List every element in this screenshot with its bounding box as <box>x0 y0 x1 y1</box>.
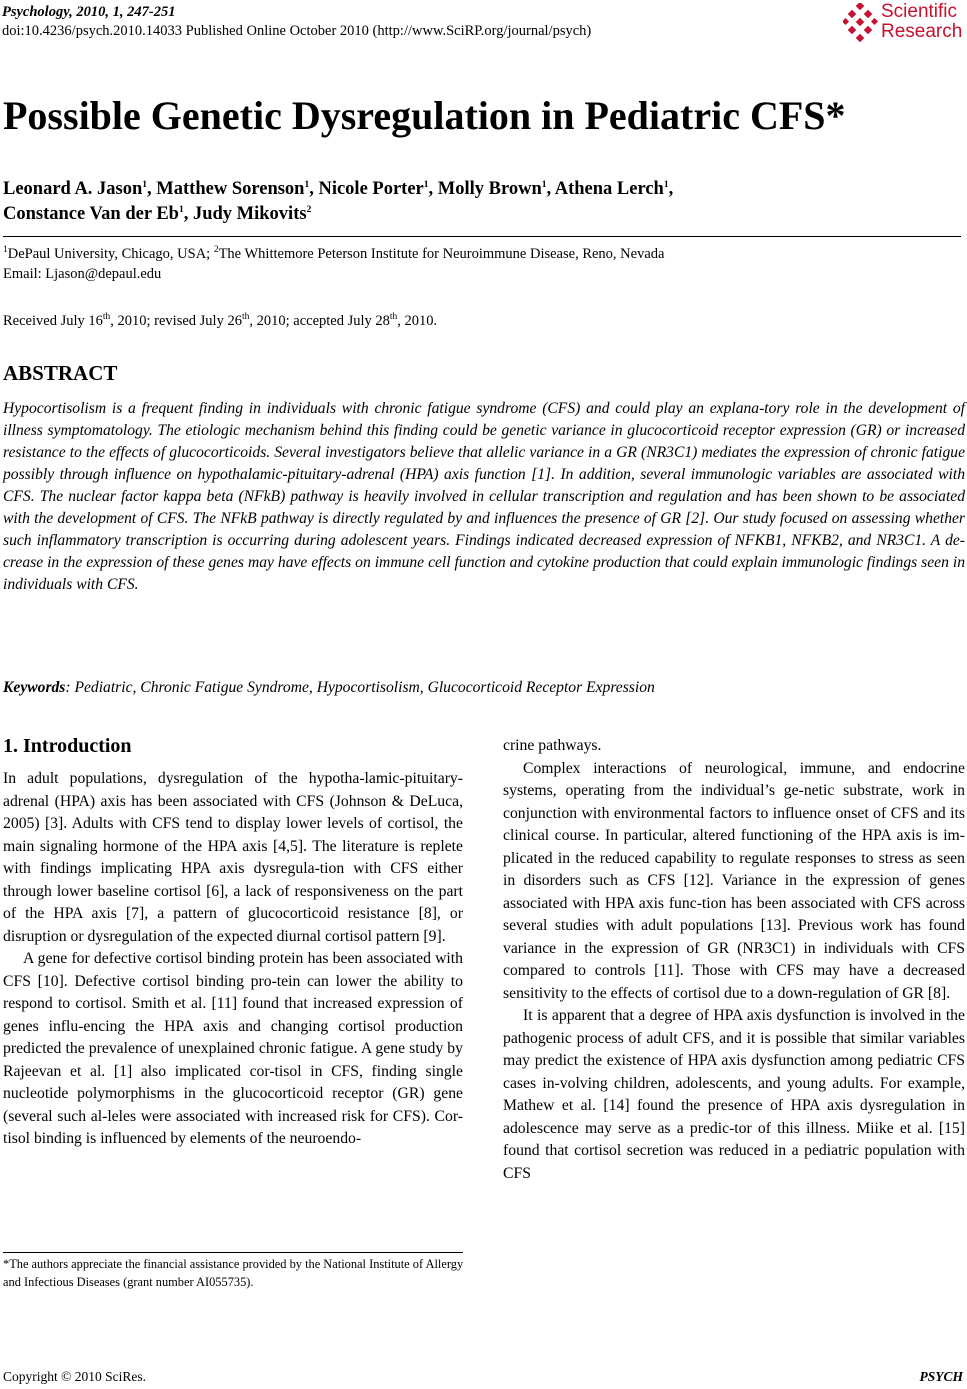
abstract-text: Hypocortisolism is a frequent finding in individuals with chronic fatigue syndrome (CFS) and could play an explana-tory role in the development of illness symptomatology. The etiologic mechanism behind this finding could be genetic variance in glucocorticoid receptor expression (GR) or increased resistance to the effects of glucocorticoids. Several investigators believe that allelic variance in a GR (NR3C1) mediates the expression of chronic fatigue possibly through influence on hypothalamic-pituitary-adrenal (HPA) axis function [1]. In addition, several immunologic variables are associated with CFS. The nuclear factor kappa beta (NFkB) pathway is heavily involved in cellular transcription and regulation and has been shown to be associated with the development of CFS. The NFkB pathway is directly regulated by and influences the presence of GR [2]. Our study focused on assessing whether such inflammatory transcription is occurring during adolescent years. Findings indicated decreased expression of NFKB1, NFKB2, and NR3C1. A de-crease in the expression of these genes may have effects on immune cell function and cytokine production that could explain immunologic findings seen in individuals with CFS. <box>3 400 965 593</box>
paragraph: Complex interactions of neurological, immune, and endocrine systems, operating from the individual’s ge-netic substrate, work in conjunction with environmental factors to influence onset of CFS and its clinical course. In particular, altered functioning of the HPA axis is im-plicated in the reduced capability to regulate responses to stress as seen in disorders such as CFS [12]. Variance in the expression of genes associated with HPA axis func-tion has been associated with CFS across several studies with adult populations [13]. Previous work has found variance in the expression of GR (NR3C1) in individuals with CFS compared to controls [11]. Those with CFS may have a decreased sensitivity to the effects of cortisol due to a down-regulation of GR [8]. <box>503 759 965 1002</box>
ordinal-sup: th <box>241 312 250 323</box>
date-end: , 2010. <box>397 313 438 329</box>
author-name: Constance Van der Eb <box>3 204 179 224</box>
affiliations <box>3 244 963 284</box>
author-name: Leonard A. Jason <box>3 179 143 199</box>
left-column <box>3 768 463 1151</box>
section-heading-introduction: 1. Introduction <box>3 735 132 757</box>
ordinal-sup: th <box>389 312 398 323</box>
author-email: Email: Ljason@depaul.edu <box>3 266 162 282</box>
author-affil-sup: 1 <box>663 179 669 190</box>
affiliation-1: DePaul University, Chicago, USA; <box>7 246 214 262</box>
logo-mark-icon <box>843 3 879 43</box>
publisher-logo <box>843 2 963 44</box>
author-affil-sup: 1 <box>142 179 148 190</box>
paper-title: Possible Genetic Dysregulation in Pediatric CFS* <box>3 93 846 138</box>
author-line-1 <box>3 177 963 202</box>
affil-sup: 2 <box>213 245 219 256</box>
keywords-list: : Pediatric, Chronic Fatigue Syndrome, Hypocortisolism, Glucocorticoid Receptor Expression <box>65 679 655 696</box>
right-column <box>503 735 965 1185</box>
footer-copyright: Copyright © 2010 SciRes. <box>3 1369 147 1384</box>
author-name: Matthew Sorenson <box>156 179 305 199</box>
footer-journal-abbr: PSYCH <box>919 1369 963 1384</box>
paragraph: crine pathways. <box>503 737 602 754</box>
author-affil-sup: 1 <box>541 179 547 190</box>
affil-sup: 1 <box>3 245 8 256</box>
author-separator: , <box>183 204 193 224</box>
journal-citation <box>2 3 175 21</box>
author-name: Athena Lerch <box>554 179 664 199</box>
received-part: Received July 16 <box>3 313 103 329</box>
paragraph: It is apparent that a degree of HPA axis dysfunction is involved in the pathogenic process of adult CFS, and it is possible that similar variables may predict the existence of HPA axis dysfunction among pediatric CFS cases in-volving children, adolescents, and young adults. For example, Mathew et al. [14] found the presence of HPA axis dysregulation in adolescence may serve as a predic-tor of this illness. Miike et al. [15] found that cortisol secretion was reduced in a pediatric population with CFS <box>503 1007 965 1182</box>
author-separator: , <box>546 179 555 199</box>
logo-text <box>881 2 962 42</box>
journal-volume: , 2010, 1, 247-251 <box>69 4 176 20</box>
author-affil-sup: 2 <box>306 204 312 215</box>
author-name: Molly Brown <box>437 179 542 199</box>
author-affil-sup: 1 <box>178 204 184 215</box>
abstract-heading: ABSTRACT <box>3 361 118 385</box>
author-separator: , <box>147 179 157 199</box>
author-separator: , <box>428 179 438 199</box>
author-name: Nicole Porter <box>318 179 424 199</box>
author-separator: , <box>668 179 674 199</box>
footnote: *The authors appreciate the financial assistance provided by the National Institute of Allergy and Infectious Diseases (grant number AI055735). <box>3 1257 464 1289</box>
header-divider <box>3 236 961 237</box>
keywords <box>3 677 963 699</box>
journal-name: Psychology <box>2 4 70 20</box>
author-list <box>3 177 963 227</box>
keywords-label: Keywords <box>3 679 66 696</box>
accepted-part: , 2010; accepted July 28 <box>249 313 390 329</box>
author-name: Judy Mikovits <box>192 204 307 224</box>
ordinal-sup: th <box>102 312 111 323</box>
logo-line-scientific: Scientific <box>881 1 958 22</box>
affiliation-2: The Whittemore Peterson Institute for Neuroimmune Disease, Reno, Nevada <box>218 246 665 262</box>
affiliation-line <box>3 244 963 264</box>
revised-part: , 2010; revised July 26 <box>110 313 242 329</box>
received-dates <box>3 311 963 331</box>
doi-line: doi:10.4236/psych.2010.14033 Published Online October 2010 (http://www.SciRP.org/journal/psych) <box>2 23 592 39</box>
paragraph: A gene for defective cortisol binding protein has been associated with CFS [10]. Defective cortisol binding pro-tein can lower the ability to respond to cortisol. Smith et al. [11] found that increased expression of genes influ-encing the HPA axis and changing cortisol production predicted the prevalence of unexplained chronic fatigue. A gene study by Rajeevan et al. [1] also implicated cor-tisol in CFS, finding single nucleotide polymorphisms in the glucocorticoid receptor (GR) gene (several such al-leles were associated with increased risk for CFS). Cor-tisol binding is influenced by elements of the neuroendo- <box>3 950 463 1147</box>
author-affil-sup: 1 <box>304 179 310 190</box>
logo-line-research: Research <box>881 21 963 42</box>
author-affil-sup: 1 <box>423 179 429 190</box>
paragraph: In adult populations, dysregulation of the hypotha-lamic-pituitary-adrenal (HPA) axis has been associated with CFS (Johnson & DeLuca, 2005) [3]. Adults with CFS tend to display lower levels of cortisol, the main signaling hormone of the HPA axis [4,5]. The literature is replete with findings implicating HPA axis dysregula-tion with CFS either through lower baseline cortisol [6], a lack of responsiveness on the part of the HPA axis [7], a pattern of glucocorticoid resistance [8], or disruption or dysregulation of the expected diurnal cortisol pattern [9]. <box>3 770 463 945</box>
author-separator: , <box>309 179 319 199</box>
footnote-divider <box>3 1252 463 1253</box>
author-line-2 <box>3 202 963 227</box>
